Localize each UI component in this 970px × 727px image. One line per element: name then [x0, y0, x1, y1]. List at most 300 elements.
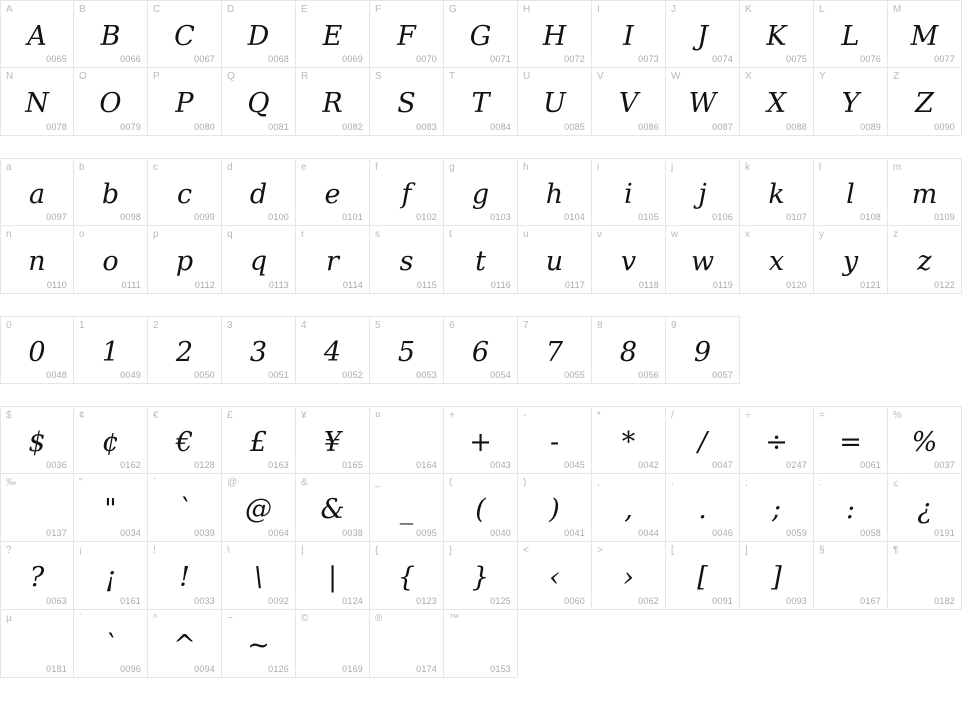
glyph-cell[interactable]	[148, 542, 222, 610]
glyph-cell[interactable]	[148, 68, 222, 136]
glyph-render: W	[688, 87, 717, 119]
glyph-render: y	[842, 245, 859, 277]
glyph-render: $	[28, 426, 46, 458]
glyph-char-label: ©	[301, 613, 309, 624]
glyph-render: }	[471, 561, 490, 593]
glyph-cell[interactable]	[814, 158, 888, 226]
glyph-char-label: Q	[227, 71, 235, 82]
glyph-render: h	[545, 178, 564, 210]
glyph-cell[interactable]	[666, 158, 740, 226]
glyph-cell[interactable]	[592, 68, 666, 136]
glyph-cell[interactable]	[296, 316, 370, 384]
glyph-render: p	[175, 245, 194, 277]
glyph-code-label: 0247	[786, 460, 807, 470]
glyph-cell[interactable]	[740, 158, 814, 226]
glyph-code-label: 0038	[342, 528, 363, 538]
glyph-render: o	[102, 245, 119, 277]
glyph-char-label: ,	[597, 477, 600, 488]
glyph-char-label: :	[819, 477, 822, 488]
glyph-code-label: 0051	[268, 370, 289, 380]
glyph-render: S	[397, 87, 416, 119]
glyph-char-label: ]	[745, 545, 748, 556]
glyph-char-label: R	[301, 71, 309, 82]
glyph-cell[interactable]	[370, 226, 444, 294]
glyph-render: _	[399, 493, 414, 525]
glyph-render: L	[841, 20, 860, 52]
glyph-cell[interactable]	[74, 316, 148, 384]
glyph-cell[interactable]	[296, 68, 370, 136]
glyph-cell[interactable]	[0, 0, 74, 68]
glyph-cell[interactable]	[666, 226, 740, 294]
glyph-cell[interactable]	[592, 158, 666, 226]
glyph-char-label: 6	[449, 320, 455, 331]
glyph-char-label: ¿	[893, 477, 900, 488]
glyph-char-label: u	[523, 229, 529, 240]
glyph-cell[interactable]	[0, 406, 74, 474]
glyph-char-label: d	[227, 162, 233, 173]
glyph-cell[interactable]	[666, 0, 740, 68]
glyph-cell[interactable]	[814, 226, 888, 294]
glyph-char-label: ¥	[301, 410, 307, 421]
glyph-char-label: ™	[449, 613, 459, 624]
glyph-code-label: 0041	[564, 528, 585, 538]
glyph-cell[interactable]	[74, 226, 148, 294]
glyph-cell[interactable]	[518, 226, 592, 294]
glyph-cell[interactable]	[814, 406, 888, 474]
glyph-cell[interactable]	[518, 68, 592, 136]
glyph-char-label: [	[671, 545, 674, 556]
glyph-cell[interactable]	[740, 0, 814, 68]
glyph-char-label: £	[227, 410, 233, 421]
glyph-cell[interactable]	[740, 68, 814, 136]
glyph-code-label: 0085	[564, 122, 585, 132]
glyph-cell[interactable]	[518, 0, 592, 68]
glyph-code-label: 0064	[268, 528, 289, 538]
glyph-cell[interactable]	[74, 542, 148, 610]
glyph-cell[interactable]	[296, 542, 370, 610]
glyph-render: U	[543, 87, 566, 119]
glyph-char-label: &	[301, 477, 308, 488]
glyph-cell[interactable]	[370, 316, 444, 384]
glyph-cell[interactable]	[296, 158, 370, 226]
glyph-render: &	[320, 493, 345, 525]
glyph-render: C	[174, 20, 195, 52]
glyph-code-label: 0074	[712, 54, 733, 64]
glyph-render: ›	[623, 561, 634, 593]
glyph-char-label: |	[301, 545, 304, 556]
glyph-code-label: 0060	[564, 596, 585, 606]
glyph-char-label: <	[523, 545, 529, 556]
glyph-char-label: -	[523, 410, 527, 421]
glyph-render: D	[247, 20, 270, 52]
glyph-char-label: W	[671, 71, 681, 82]
glyph-char-label: .	[671, 477, 674, 488]
glyph-code-label: 0169	[342, 664, 363, 674]
glyph-render: R	[322, 87, 343, 119]
glyph-render: q	[249, 245, 268, 277]
glyph-cell[interactable]	[740, 226, 814, 294]
glyph-cell[interactable]	[222, 158, 296, 226]
glyph-render: ¢	[101, 426, 120, 458]
glyph-char-label: S	[375, 71, 382, 82]
glyph-cell[interactable]	[666, 68, 740, 136]
glyph-render: [	[697, 561, 708, 593]
glyph-cell[interactable]	[0, 474, 74, 542]
glyph-cell[interactable]	[444, 542, 518, 610]
glyph-cell[interactable]	[444, 68, 518, 136]
glyph-code-label: 0094	[194, 664, 215, 674]
glyph-render: \	[253, 561, 264, 593]
glyph-char-label: ‰	[6, 477, 16, 488]
glyph-char-label: !	[153, 545, 156, 556]
glyph-char-label: f	[375, 162, 378, 173]
glyph-code-label: 0040	[490, 528, 511, 538]
glyph-code-label: 0054	[490, 370, 511, 380]
glyph-render: N	[25, 87, 49, 119]
glyph-code-label: 0099	[194, 212, 215, 222]
glyph-render	[814, 554, 887, 600]
glyph-char-label: ¡	[79, 545, 83, 556]
glyph-render: ¡	[105, 561, 116, 593]
glyph-code-label: 0071	[490, 54, 511, 64]
glyph-cell[interactable]	[740, 474, 814, 542]
glyph-code-label: 0088	[786, 122, 807, 132]
glyph-render: j	[698, 178, 707, 210]
glyph-render: -	[549, 426, 560, 458]
glyph-char-label: +	[449, 410, 455, 421]
glyph-char-label: ¢	[79, 410, 85, 421]
glyph-render: k	[768, 178, 785, 210]
glyph-char-label: X	[745, 71, 752, 82]
glyph-cell[interactable]	[888, 0, 962, 68]
glyph-cell[interactable]	[666, 542, 740, 610]
glyph-render: :	[845, 493, 856, 525]
glyph-cell[interactable]	[74, 0, 148, 68]
glyph-char-label: ;	[745, 477, 748, 488]
glyph-render: s	[399, 245, 414, 277]
glyph-char-label: J	[671, 4, 676, 15]
glyph-char-label: j	[671, 162, 674, 173]
glyph-char-label: l	[819, 162, 822, 173]
glyph-render	[370, 419, 443, 465]
glyph-cell[interactable]	[666, 474, 740, 542]
glyph-render: a	[28, 178, 46, 210]
glyph-code-label: 0034	[120, 528, 141, 538]
glyph-char-label: z	[893, 229, 898, 240]
glyph-render	[296, 622, 369, 668]
glyph-cell[interactable]	[296, 610, 370, 678]
glyph-cell[interactable]	[370, 610, 444, 678]
glyph-char-label: ~	[227, 613, 233, 624]
glyph-render: 0	[28, 336, 46, 368]
glyph-block-symbols	[0, 406, 970, 678]
glyph-code-label: 0056	[638, 370, 659, 380]
glyph-code-label: 0107	[786, 212, 807, 222]
glyph-render: 4	[323, 336, 342, 368]
glyph-code-label: 0097	[46, 212, 67, 222]
glyph-render: )	[549, 493, 560, 525]
glyph-code-label: 0072	[564, 54, 585, 64]
glyph-cell[interactable]	[222, 68, 296, 136]
glyph-char-label: µ	[6, 613, 12, 624]
glyph-render: m	[911, 178, 938, 210]
glyph-code-label: 0084	[490, 122, 511, 132]
glyph-cell[interactable]	[888, 406, 962, 474]
glyph-char-label: e	[301, 162, 307, 173]
glyph-render: P	[175, 87, 194, 119]
glyph-cell[interactable]	[814, 474, 888, 542]
glyph-cell[interactable]	[888, 158, 962, 226]
glyph-render: n	[28, 245, 46, 277]
glyph-cell[interactable]	[148, 158, 222, 226]
glyph-char-label: }	[449, 545, 453, 556]
glyph-cell[interactable]	[296, 474, 370, 542]
glyph-code-label: 0087	[712, 122, 733, 132]
glyph-cell[interactable]	[814, 68, 888, 136]
glyph-cell[interactable]	[888, 68, 962, 136]
glyph-char-label: (	[449, 477, 453, 488]
glyph-code-label: 0137	[46, 528, 67, 538]
glyph-render: (	[475, 493, 486, 525]
glyph-char-label: H	[523, 4, 531, 15]
glyph-render: `	[103, 629, 118, 661]
glyph-code-label: 0069	[342, 54, 363, 64]
glyph-render: *	[621, 426, 636, 458]
glyph-cell[interactable]	[148, 226, 222, 294]
glyph-code-label: 0042	[638, 460, 659, 470]
glyph-cell[interactable]	[296, 226, 370, 294]
glyph-cell[interactable]	[444, 0, 518, 68]
glyph-code-label: 0039	[194, 528, 215, 538]
glyph-cell[interactable]	[518, 158, 592, 226]
glyph-cell[interactable]	[518, 542, 592, 610]
glyph-cell[interactable]	[592, 226, 666, 294]
glyph-render: g	[471, 178, 490, 210]
glyph-char-label: 2	[153, 320, 159, 331]
glyph-char-label: b	[79, 162, 85, 173]
glyph-render: G	[469, 20, 492, 52]
glyph-cell[interactable]	[0, 226, 74, 294]
glyph-char-label: g	[449, 162, 455, 173]
glyph-char-label: Z	[893, 71, 900, 82]
glyph-char-label: y	[819, 229, 824, 240]
glyph-cell[interactable]	[370, 474, 444, 542]
glyph-char-label: K	[745, 4, 752, 15]
glyph-cell[interactable]	[592, 406, 666, 474]
glyph-cell[interactable]	[814, 0, 888, 68]
glyph-cell[interactable]	[888, 226, 962, 294]
glyph-char-label: h	[523, 162, 529, 173]
glyph-cell[interactable]	[518, 474, 592, 542]
glyph-char-label: {	[375, 545, 379, 556]
glyph-char-label: T	[449, 71, 456, 82]
glyph-cell[interactable]	[592, 542, 666, 610]
glyph-render: ~	[247, 629, 270, 661]
glyph-char-label: )	[523, 477, 527, 488]
glyph-render: 2	[175, 336, 194, 368]
glyph-cell[interactable]	[666, 316, 740, 384]
glyph-cell[interactable]	[0, 542, 74, 610]
glyph-char-label: ¤	[375, 410, 381, 421]
glyph-cell[interactable]	[0, 158, 74, 226]
glyph-code-label: 0036	[46, 460, 67, 470]
glyph-render: ¥	[323, 426, 342, 458]
glyph-code-label: 0067	[194, 54, 215, 64]
glyph-cell[interactable]	[148, 474, 222, 542]
glyph-char-label: %	[893, 410, 902, 421]
glyph-code-label: 0065	[46, 54, 67, 64]
glyph-char-label: 5	[375, 320, 381, 331]
glyph-cell[interactable]	[814, 542, 888, 610]
glyph-cell[interactable]	[148, 406, 222, 474]
glyph-char-label: q	[227, 229, 233, 240]
glyph-code-label: 0120	[786, 280, 807, 290]
glyph-char-label: ÷	[745, 410, 751, 421]
glyph-render: X	[766, 87, 787, 119]
glyph-code-label: 0102	[416, 212, 437, 222]
glyph-code-label: 0181	[46, 664, 67, 674]
glyph-char-label: ¶	[893, 545, 899, 556]
glyph-cell[interactable]	[74, 406, 148, 474]
glyph-char-label: \	[227, 545, 230, 556]
glyph-render: c	[176, 178, 193, 210]
glyph-char-label: /	[671, 410, 674, 421]
glyph-render: !	[179, 561, 190, 593]
glyph-cell[interactable]	[518, 316, 592, 384]
glyph-code-label: 0070	[416, 54, 437, 64]
glyph-code-label: 0124	[342, 596, 363, 606]
glyph-render: ?	[29, 561, 45, 593]
glyph-cell[interactable]	[888, 474, 962, 542]
glyph-char-label: G	[449, 4, 457, 15]
glyph-char-label: E	[301, 4, 308, 15]
glyph-cell[interactable]	[0, 68, 74, 136]
glyph-cell[interactable]	[592, 316, 666, 384]
glyph-cell[interactable]	[370, 68, 444, 136]
glyph-cell[interactable]	[370, 158, 444, 226]
glyph-cell[interactable]	[148, 316, 222, 384]
glyph-cell[interactable]	[222, 542, 296, 610]
glyph-cell[interactable]	[74, 474, 148, 542]
glyph-cell[interactable]	[740, 406, 814, 474]
glyph-cell[interactable]	[444, 474, 518, 542]
glyph-cell[interactable]	[444, 226, 518, 294]
glyph-cell[interactable]	[296, 406, 370, 474]
glyph-code-label: 0083	[416, 122, 437, 132]
glyph-code-label: 0125	[490, 596, 511, 606]
glyph-cell[interactable]	[74, 158, 148, 226]
glyph-cell[interactable]	[222, 0, 296, 68]
glyph-cell[interactable]	[0, 610, 74, 678]
glyph-cell[interactable]	[666, 406, 740, 474]
glyph-render: t	[475, 245, 486, 277]
glyph-render: J	[697, 20, 708, 52]
glyph-char-label: I	[597, 4, 600, 15]
glyph-render: ^	[173, 629, 196, 661]
glyph-char-label: _	[375, 477, 381, 488]
glyph-code-label: 0058	[860, 528, 881, 538]
glyph-render: H	[542, 20, 567, 52]
glyph-char-label: ^	[153, 613, 158, 624]
glyph-cell[interactable]	[444, 406, 518, 474]
glyph-block-lowercase	[0, 158, 970, 294]
glyph-render: ;	[771, 493, 782, 525]
glyph-cell[interactable]	[222, 474, 296, 542]
glyph-code-label: 0117	[564, 280, 585, 290]
glyph-code-label: 0165	[342, 460, 363, 470]
glyph-code-label: 0119	[712, 280, 733, 290]
glyph-cell[interactable]	[444, 158, 518, 226]
glyph-code-label: 0073	[638, 54, 659, 64]
glyph-char-label: k	[745, 162, 750, 173]
glyph-code-label: 0112	[194, 280, 215, 290]
glyph-cell[interactable]	[148, 610, 222, 678]
glyph-cell[interactable]	[518, 406, 592, 474]
glyph-render: ÷	[765, 426, 788, 458]
block-spacer	[0, 136, 970, 158]
glyph-cell[interactable]	[888, 542, 962, 610]
glyph-char-label: N	[6, 71, 14, 82]
glyph-code-label: 0108	[860, 212, 881, 222]
glyph-render: i	[624, 178, 633, 210]
glyph-code-label: 0162	[120, 460, 141, 470]
glyph-char-label: i	[597, 162, 600, 173]
glyph-cell[interactable]	[222, 226, 296, 294]
glyph-code-label: 0050	[194, 370, 215, 380]
glyph-cell[interactable]	[74, 68, 148, 136]
glyph-code-label: 0043	[490, 460, 511, 470]
glyph-char-label: B	[79, 4, 86, 15]
glyph-code-label: 0182	[934, 596, 955, 606]
glyph-cell[interactable]	[222, 406, 296, 474]
glyph-cell[interactable]	[148, 0, 222, 68]
glyph-cell[interactable]	[370, 0, 444, 68]
glyph-render: w	[690, 245, 715, 277]
glyph-char-label: n	[6, 229, 12, 240]
glyph-render: 6	[471, 336, 490, 368]
glyph-code-label: 0048	[46, 370, 67, 380]
glyph-cell[interactable]	[296, 0, 370, 68]
glyph-code-label: 0090	[934, 122, 955, 132]
glyph-char-label: Y	[819, 71, 826, 82]
glyph-cell[interactable]	[0, 316, 74, 384]
glyph-cell[interactable]	[740, 542, 814, 610]
glyph-code-label: 0161	[120, 596, 141, 606]
glyph-render: .	[698, 493, 707, 525]
glyph-cell[interactable]	[222, 316, 296, 384]
glyph-render: V	[618, 87, 639, 119]
glyph-cell[interactable]	[444, 610, 518, 678]
glyph-char-label: 8	[597, 320, 603, 331]
glyph-char-label: p	[153, 229, 159, 240]
glyph-cell[interactable]	[370, 406, 444, 474]
glyph-code-label: 0098	[120, 212, 141, 222]
glyph-code-label: 0089	[860, 122, 881, 132]
glyph-cell[interactable]	[444, 316, 518, 384]
glyph-char-label: x	[745, 229, 750, 240]
glyph-char-label: c	[153, 162, 158, 173]
glyph-char-label: V	[597, 71, 604, 82]
glyph-cell[interactable]	[592, 474, 666, 542]
glyph-block-digits	[0, 316, 970, 384]
glyph-char-label: U	[523, 71, 531, 82]
glyph-render: Z	[915, 87, 934, 119]
glyph-cell[interactable]	[222, 610, 296, 678]
glyph-cell[interactable]	[370, 542, 444, 610]
glyph-char-label: €	[153, 410, 159, 421]
glyph-cell[interactable]	[592, 0, 666, 68]
glyph-cell[interactable]	[74, 610, 148, 678]
